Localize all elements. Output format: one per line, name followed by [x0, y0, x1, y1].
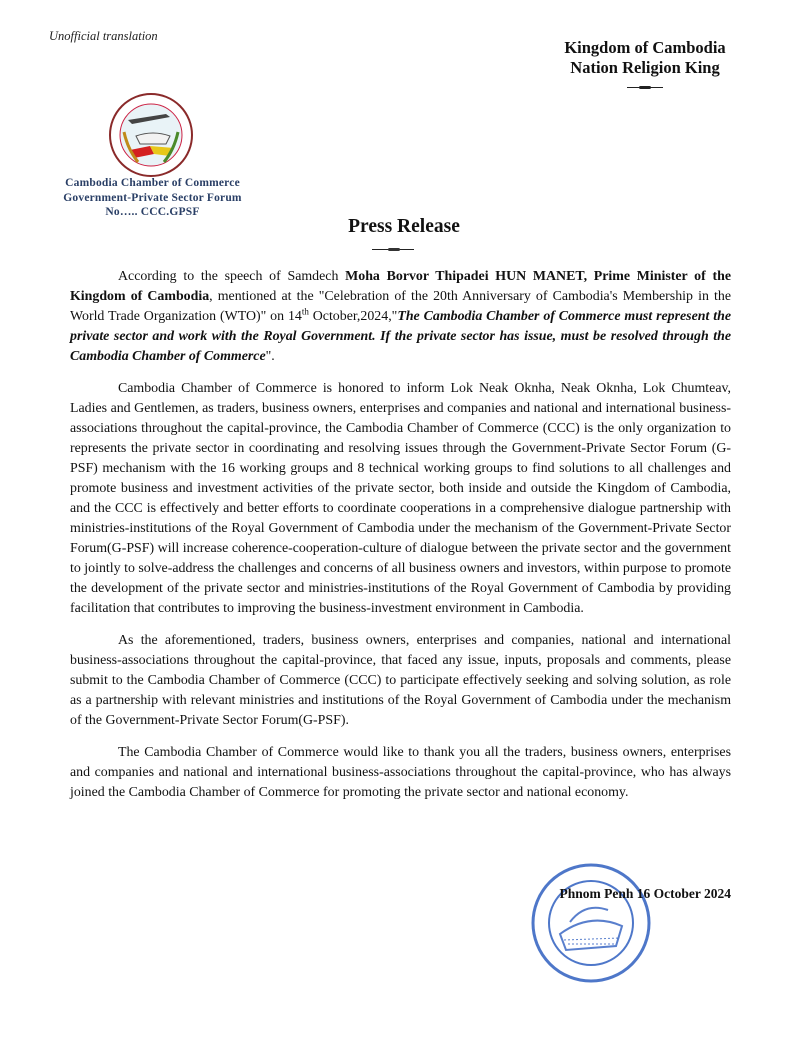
- paragraph-4: The Cambodia Chamber of Commerce would like to thank you all the traders, business owners, enterprises and companies and national and international business-associations throughout the capital-province, who has always joined the Cambodia Chamber of Commerce for promoting the private sector and national economy.: [70, 745, 731, 800]
- document-title: Press Release: [348, 216, 460, 237]
- ccc-logo-icon: [108, 92, 194, 178]
- p1-text: According to the speech of Samdech: [118, 269, 346, 284]
- place-and-date: Phnom Penh 16 October 2024: [559, 886, 731, 901]
- organization-block: [50, 176, 255, 220]
- document-body: [70, 267, 731, 815]
- ordinal-suffix: th: [301, 306, 309, 317]
- p1-text-3: October,2024,": [308, 309, 398, 324]
- motto-line: Nation Religion King: [570, 58, 720, 77]
- official-stamp-icon: [530, 862, 652, 984]
- quote-text: The Cambodia Chamber of Commerce must represent the private sector and work with the Royal Government. If the private sector has issue, must be resolved through the Cambodia Chamber of Commerce: [70, 309, 731, 364]
- reference-number: No….. CCC.GPSF: [105, 206, 200, 218]
- unofficial-translation-label: Unofficial translation: [49, 29, 158, 43]
- paragraph-2: Cambodia Chamber of Commerce is honored to inform Lok Neak Oknha, Neak Oknha, Lok Chumteav, Ladies and Gentlemen, as traders, business owners, enterprises and companies and national and international business-associations throughout the capital-province, the Cambodia Chamber of Commerce (CCC) is the only organization to represents the private sector in coordinating and resolving issues through the Government-Private Sector Forum (G-PSF) mechanism with the 16 working groups and 8 technical working groups to find solutions to all challenges and promote business and investment activities of the private sector, both inside and outside the Kingdom of Cambodia, and the CCC is effectively and better efforts to coordinate cooperations in a comprehensive dialogue partnership with ministries-institutions of the Royal Government of Cambodia under the mechanism of the Government-Private Sector Forum(G-PSF) will increase coherence-cooperation-culture of dialogue between the private sector and the government to jointly to solve-address the challenges and concerns of all business owners and investors, within purpose to promote the development of the private sector and ministries-institutions of the Royal Government of Cambodia by providing facilitation that contributes to improving the business-investment environment in Cambodia.: [70, 381, 731, 616]
- p1-text-4: ".: [265, 349, 275, 364]
- paragraph-3: As the aforementioned, traders, business owners, enterprises and companies, national and international business-associations throughout the capital-province, that faced any issue, inputs, proposals and comments, please submit to the Cambodia Chamber of Commerce (CCC) to participate effectively seeking and solving solution, as role as a partnership with relevant ministries and institutions of the Royal Government of Cambodia under the mechanism of the Government-Private Sector Forum(G-PSF).: [70, 633, 731, 728]
- kingdom-heading: [520, 38, 770, 89]
- title-divider: [372, 248, 414, 251]
- paragraph-1: [70, 267, 731, 367]
- prime-minister-name: Moha Borvor Thipadei HUN MANET, Prime Minister of the Kingdom of Cambodia: [70, 269, 732, 304]
- p1-text-2: , mentioned at the "Celebration of the 20th Anniversary of Cambodia's Membership in the World Trade Organization (WTO)" on 14: [70, 289, 731, 324]
- ornament-divider: [627, 86, 663, 89]
- org-forum: Government-Private Sector Forum: [63, 191, 242, 204]
- kingdom-line: Kingdom of Cambodia: [564, 38, 726, 57]
- org-name: Cambodia Chamber of Commerce: [65, 177, 240, 189]
